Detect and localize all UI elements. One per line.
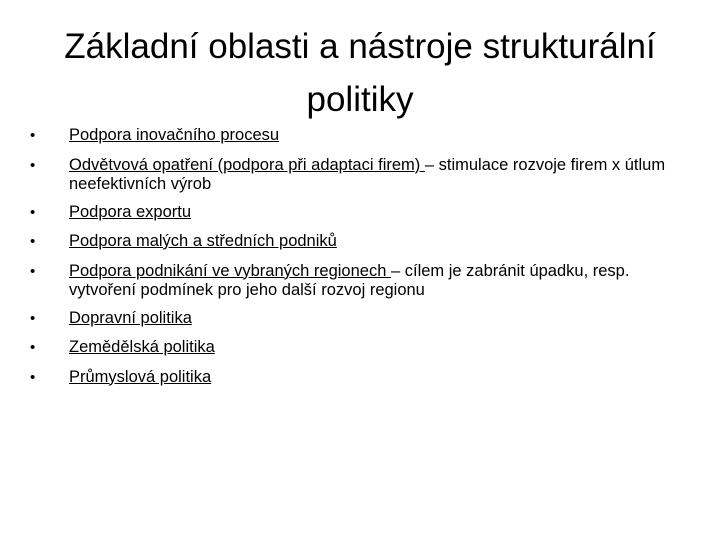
bullet-icon: • [30,156,36,174]
list-item [30,368,690,387]
link-zemedelska-politika[interactable]: Zemědělská politika [69,338,215,356]
bullet-icon: • [30,309,36,327]
list-item [30,262,690,300]
link-prumyslova-politika[interactable]: Průmyslová politika [69,367,212,386]
link-podpora-inovacniho-procesu[interactable]: Podpora inovačního procesu [69,126,280,144]
list-item [30,203,690,222]
link-podpora-podnikani-ve-vybranych-regionech[interactable]: Podpora podnikání ve vybraných regionech [69,261,391,280]
list-item [30,126,690,145]
link-podpora-malych-a-strednich-podniku[interactable]: Podpora malých a středních podniků [69,232,337,250]
link-podpora-exportu[interactable]: Podpora exportu [69,202,192,221]
item-text: – stimulace rozvoje firem x útlum neefektivních výrob [69,155,666,193]
bullet-icon: • [30,203,36,221]
bullet-icon: • [30,339,36,356]
bullet-icon: • [30,262,36,280]
item-text: – cílem je zabránit úpadku, resp. vytvoření podmínek pro jeho další rozvoj regionu [69,261,630,299]
bullet-icon: • [30,368,36,386]
slide-title: Základní oblasti a nástroje strukturální politiky [64,27,656,119]
link-dopravni-politika[interactable]: Dopravní politika [69,308,192,327]
list-item [30,156,690,194]
bullet-icon: • [30,127,36,144]
list-item [30,309,690,328]
bullet-icon: • [30,233,36,250]
link-odvetvova-opatreni[interactable]: Odvětvová opatření (podpora při adaptaci firem) [69,155,425,174]
list-item [30,232,690,251]
list-item [30,338,690,357]
bullet-list [30,126,690,397]
